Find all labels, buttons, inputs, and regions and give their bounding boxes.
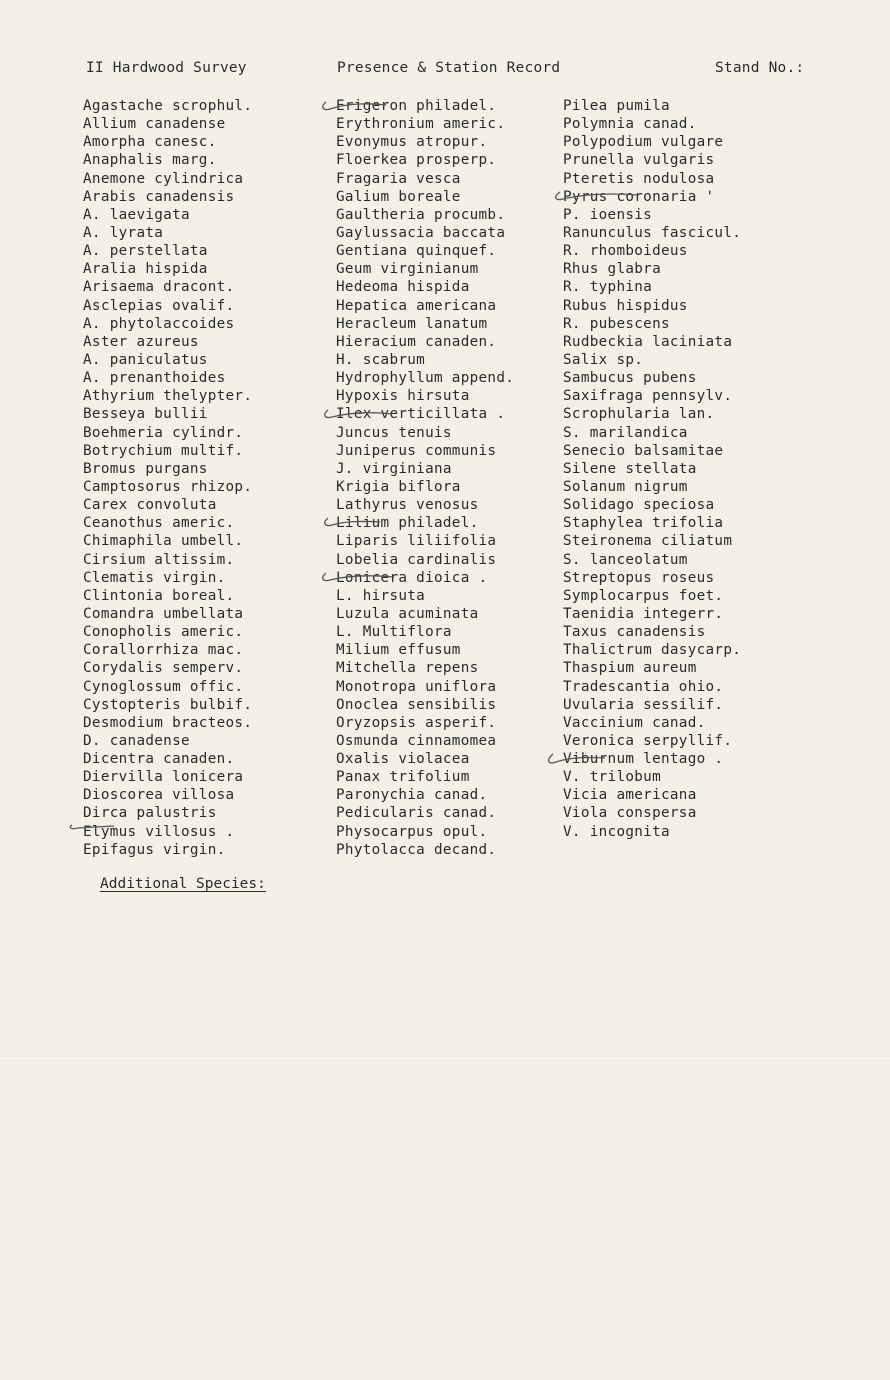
species-entry: Viola conspersa xyxy=(563,805,697,822)
species-entry: Phytolacca decand. xyxy=(336,841,497,858)
species-entry: Scrophularia lan. xyxy=(563,406,715,423)
species-entry: Gaylussacia baccata xyxy=(336,224,506,241)
species-entry: V. trilobum xyxy=(563,769,661,786)
species-entry: A. lyrata xyxy=(83,224,164,241)
species-entry: Thaspium aureum xyxy=(563,660,697,677)
species-entry: Pyrus coronaria ' xyxy=(563,188,715,205)
species-entry: Rhus glabra xyxy=(563,261,661,278)
species-entry: S. marilandica xyxy=(563,424,688,441)
species-entry: Veronica serpyllif. xyxy=(563,732,733,749)
species-entry: Agastache scrophul. xyxy=(83,98,253,114)
species-entry: R. typhina xyxy=(563,279,653,296)
species-entry: S. lanceolatum xyxy=(563,551,688,568)
species-entry: H. scabrum xyxy=(336,351,426,368)
species-entry: Viburnum lentago . xyxy=(563,751,724,768)
species-entry: A. phytolaccoides xyxy=(83,315,235,332)
species-entry: Desmodium bracteos. xyxy=(83,714,253,731)
species-entry: Floerkea prosperp. xyxy=(336,152,497,169)
species-entry: Polypodium vulgare xyxy=(563,134,724,151)
species-entry: Sambucus pubens xyxy=(563,370,697,387)
species-entry: Camptosorus rhizop. xyxy=(83,478,253,495)
species-entry: Polymnia canad. xyxy=(563,116,697,133)
species-entry: A. perstellata xyxy=(83,243,208,260)
species-entry: Krigia biflora xyxy=(336,478,461,495)
species-entry: Boehmeria cylindr. xyxy=(83,424,244,441)
species-entry: Galium boreale xyxy=(336,188,461,205)
species-entry: Arabis canadensis xyxy=(83,188,235,205)
species-entry: L. Multiflora xyxy=(336,624,452,641)
stand-number-label: Stand No.: xyxy=(715,60,805,76)
species-entry: Athyrium thelypter. xyxy=(83,388,253,405)
species-entry: Lonicera dioica . xyxy=(336,569,488,586)
species-entry: Vicia americana xyxy=(563,787,697,804)
species-entry: Symplocarpus foet. xyxy=(563,587,724,604)
species-entry: Chimaphila umbell. xyxy=(83,533,244,550)
species-entry: Arisaema dracont. xyxy=(83,279,235,296)
species-entry: Tradescantia ohio. xyxy=(563,678,724,695)
species-entry: Osmunda cinnamomea xyxy=(336,732,497,749)
species-entry: Vaccinium canad. xyxy=(563,714,706,731)
species-entry: L. hirsuta xyxy=(336,587,426,604)
species-entry: Pedicularis canad. xyxy=(336,805,497,822)
species-entry: A. laevigata xyxy=(83,206,190,223)
species-entry: Paronychia canad. xyxy=(336,787,488,804)
species-entry: Evonymus atropur. xyxy=(336,134,488,151)
species-entry: Juniperus communis xyxy=(336,442,497,459)
species-entry: Hedeoma hispida xyxy=(336,279,470,296)
species-entry: Bromus purgans xyxy=(83,460,208,477)
species-entry: Onoclea sensibilis xyxy=(336,696,497,713)
record-title: Presence & Station Record xyxy=(337,60,561,76)
species-entry: R. rhomboideus xyxy=(563,243,688,260)
species-entry: Taxus canadensis xyxy=(563,624,706,641)
additional-species-label: Additional Species: xyxy=(100,876,266,892)
species-entry: Asclepias ovalif. xyxy=(83,297,235,314)
species-entry: Solanum nigrum xyxy=(563,478,688,495)
species-entry: Dicentra canaden. xyxy=(83,751,235,768)
species-entry: Juncus tenuis xyxy=(336,424,452,441)
species-entry: Heracleum lanatum xyxy=(336,315,488,332)
species-entry: Ilex verticillata . xyxy=(336,406,506,423)
species-entry: Hydrophyllum append. xyxy=(336,370,515,387)
species-entry: Hieracium canaden. xyxy=(336,333,497,350)
species-entry: Clematis virgin. xyxy=(83,569,226,586)
species-entry: Hepatica americana xyxy=(336,297,497,314)
species-entry: Monotropa uniflora xyxy=(336,678,497,695)
species-entry: Aster azureus xyxy=(83,333,199,350)
species-entry: Conopholis americ. xyxy=(83,624,244,641)
species-entry: Geum virginianum xyxy=(336,261,479,278)
species-entry: Dioscorea villosa xyxy=(83,787,235,804)
species-entry: D. canadense xyxy=(83,732,190,749)
species-entry: Cirsium altissim. xyxy=(83,551,235,568)
species-entry: Liparis liliifolia xyxy=(336,533,497,550)
species-entry: Prunella vulgaris xyxy=(563,152,715,169)
species-entry: Gentiana quinquef. xyxy=(336,243,497,260)
species-entry: P. ioensis xyxy=(563,206,653,223)
species-column-1 xyxy=(83,97,252,859)
species-entry: Silene stellata xyxy=(563,460,697,477)
species-entry: Elymus villosus . xyxy=(83,823,235,840)
species-entry: Oxalis violacea xyxy=(336,751,470,768)
species-entry: Cynoglossum offic. xyxy=(83,678,244,695)
species-entry: Streptopus roseus xyxy=(563,569,715,586)
species-entry: Steironema ciliatum xyxy=(563,533,733,550)
species-entry: Taenidia integerr. xyxy=(563,605,724,622)
species-entry: Saxifraga pennsylv. xyxy=(563,388,733,405)
species-entry: Carex convoluta xyxy=(83,497,217,514)
species-entry: Fragaria vesca xyxy=(336,170,461,187)
species-entry: Corydalis semperv. xyxy=(83,660,244,677)
species-column-3 xyxy=(563,97,741,841)
species-entry: Anaphalis marg. xyxy=(83,152,217,169)
species-entry: Besseya bullii xyxy=(83,406,208,423)
species-entry: Cystopteris bulbif. xyxy=(83,696,253,713)
species-entry: Oryzopsis asperif. xyxy=(336,714,497,731)
species-entry: Physocarpus opul. xyxy=(336,823,488,840)
paper-fold-line xyxy=(0,1056,890,1058)
species-entry: Ceanothus americ. xyxy=(83,515,235,532)
species-entry: Diervilla lonicera xyxy=(83,769,244,786)
species-entry: Anemone cylindrica xyxy=(83,170,244,187)
survey-title: II Hardwood Survey xyxy=(86,60,247,76)
species-entry: Luzula acuminata xyxy=(336,605,479,622)
species-entry: Dirca palustris xyxy=(83,805,217,822)
species-entry: Rudbeckia laciniata xyxy=(563,333,733,350)
species-entry: Lilium philadel. xyxy=(336,515,479,532)
species-entry: Salix sp. xyxy=(563,351,644,368)
species-entry: Amorpha canesc. xyxy=(83,134,217,151)
species-entry: Uvularia sessilif. xyxy=(563,696,724,713)
species-entry: Panax trifolium xyxy=(336,769,470,786)
species-entry: Milium effusum xyxy=(336,642,461,659)
species-entry: Allium canadense xyxy=(83,116,226,133)
species-entry: Hypoxis hirsuta xyxy=(336,388,470,405)
species-entry: Erigeron philadel. xyxy=(336,98,497,114)
species-entry: Mitchella repens xyxy=(336,660,479,677)
species-entry: Aralia hispida xyxy=(83,261,208,278)
species-entry: J. virginiana xyxy=(336,460,452,477)
species-entry: Lathyrus venosus xyxy=(336,497,479,514)
species-entry: A. prenanthoides xyxy=(83,370,226,387)
species-entry: Clintonia boreal. xyxy=(83,587,235,604)
species-entry: Thalictrum dasycarp. xyxy=(563,642,742,659)
species-entry: Solidago speciosa xyxy=(563,497,715,514)
species-entry: Gaultheria procumb. xyxy=(336,206,506,223)
species-entry: R. pubescens xyxy=(563,315,670,332)
species-entry: Rubus hispidus xyxy=(563,297,688,314)
species-entry: Lobelia cardinalis xyxy=(336,551,497,568)
species-entry: Botrychium multif. xyxy=(83,442,244,459)
species-entry: Epifagus virgin. xyxy=(83,841,226,858)
species-entry: V. incognita xyxy=(563,823,670,840)
species-column-2 xyxy=(336,97,514,859)
species-entry: Pteretis nodulosa xyxy=(563,170,715,187)
species-entry: Corallorrhiza mac. xyxy=(83,642,244,659)
species-entry: Ranunculus fascicul. xyxy=(563,224,742,241)
species-entry: A. paniculatus xyxy=(83,351,208,368)
species-entry: Pilea pumila xyxy=(563,98,670,114)
species-entry: Comandra umbellata xyxy=(83,605,244,622)
species-entry: Senecio balsamitae xyxy=(563,442,724,459)
species-entry: Erythronium americ. xyxy=(336,116,506,133)
species-entry: Staphylea trifolia xyxy=(563,515,724,532)
